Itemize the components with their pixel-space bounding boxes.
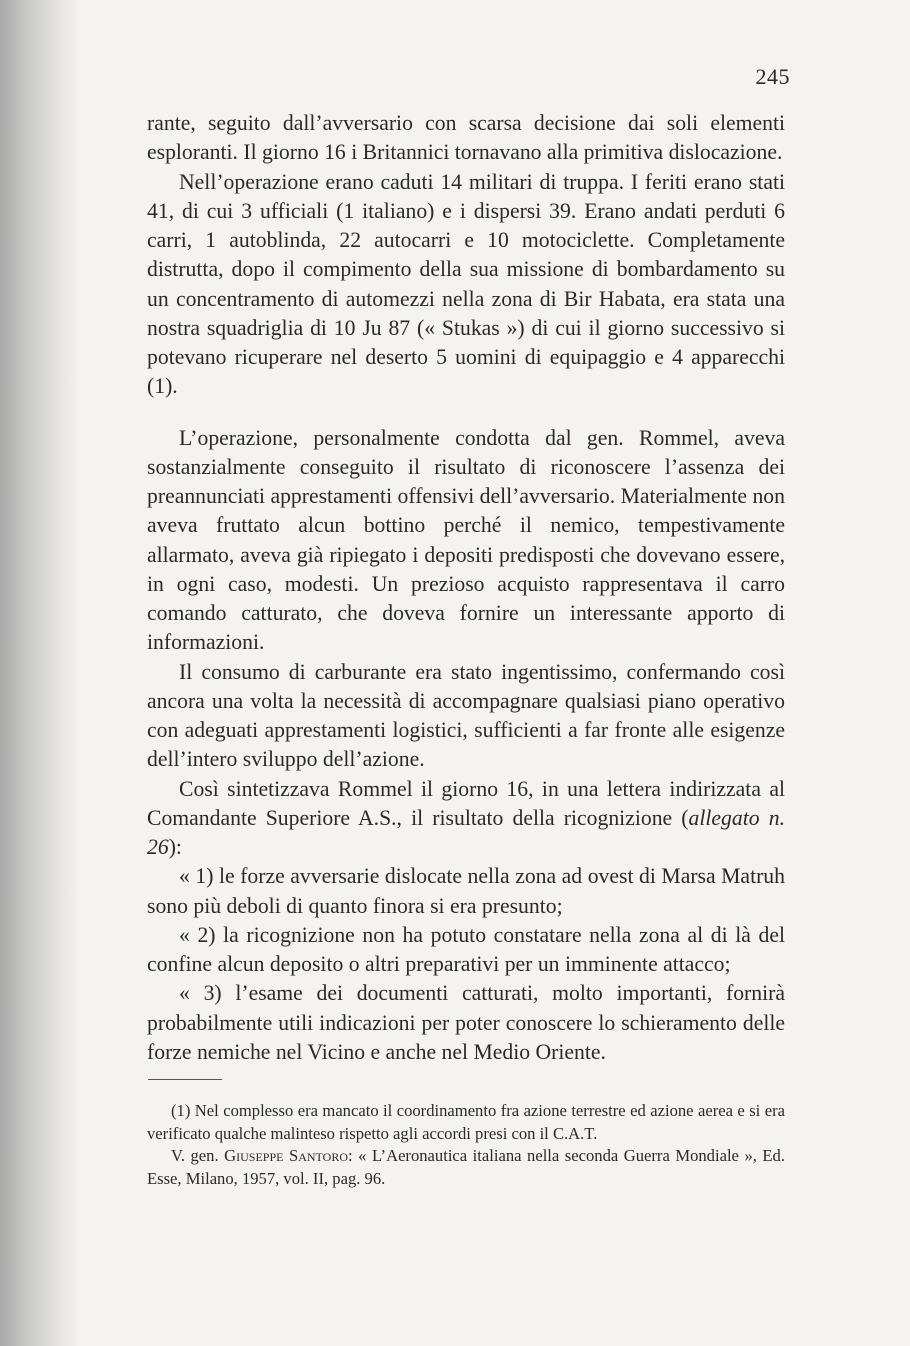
paragraph-2: Nell’operazione erano caduti 14 militari di truppa. I feriti erano stati 41, di cui 3 ufficiali (1 italiano) e i dispersi 39. Erano andati perduti 6 carri, 1 autoblinda, 22 autocarri e 10 motociclette. Completamente distrutta, dopo il compimento della sua missione di bombardamento su un concentramento di automezzi nella zona di Bir Habata, era stata una nostra squadriglia di 10 Ju 87 (« Stukas ») di cui il giorno successivo si potevano ricuperare nel deserto 5 uomini di equipaggio e 4 apparecchi (1). xyxy=(147,169,785,399)
reference-details: : « L’Aeronautica italiana nella seconda Guerra Mondiale », Ed. Esse, Milano, 1957, vol. II, pag. 96. xyxy=(147,1146,785,1188)
paragraph-3: L’operazione, personalmente condotta dal gen. Rommel, aveva sostanzialmente conseguito il risultato di riconoscere l’assenza dei preannunciati apprestamenti offensivi dell’avversario. Materialmente non aveva fruttato alcun bottino perché il nemico, tempestivamente allarmato, aveva già ripiegato i depositi predisposti che dovevano essere, in ogni caso, modesti. Un prezioso acquisto rappresentava il carro comando catturato, che doveva fornire un interessante apporto di informazioni. xyxy=(147,425,785,655)
scan-binding-shadow xyxy=(0,0,80,1346)
page-number: 245 xyxy=(755,64,790,89)
reference-prefix: V. gen. xyxy=(171,1146,225,1165)
quote-item-1: « 1) le forze avversarie dislocate nella zona ad ovest di Marsa Matruh sono più deboli di quanto finora si era presunto; xyxy=(147,864,785,918)
footnote-separator xyxy=(148,1079,222,1080)
paragraph-4: Il consumo di carburante era stato ingentissimo, confermando così ancora una volta la necessità di accompagnare qualsiasi piano operativo con adeguati apprestamenti logistici, sufficienti a far fronte alle esigenze dell’intero sviluppo dell’azione. xyxy=(147,659,785,772)
paragraph-5 xyxy=(147,775,785,863)
paragraph-1: rante, seguito dall’avversario con scarsa decisione dai soli elementi esploranti. Il giorno 16 i Britannici tornavano alla primitiva dislocazione. xyxy=(147,111,785,165)
paragraph-5-end: ): xyxy=(168,835,182,859)
quote-item-2: « 2) la ricognizione non ha potuto constatare nella zona al di là del confine alcun deposito o altri preparativi per un imminente attacco; xyxy=(147,922,785,976)
annex-reference: allegato n. 26 xyxy=(147,805,785,859)
reference-author: Giuseppe Santoro xyxy=(224,1146,348,1165)
footnote-reference xyxy=(147,1145,785,1190)
paragraph-5-text: Così sintetizzava Rommel il giorno 16, in una lettera indirizzata al Comandante Superiore A.S., il risultato della ricognizione ( xyxy=(147,776,785,830)
footnotes xyxy=(147,1100,785,1190)
footnote-1: (1) Nel complesso era mancato il coordinamento fra azione terrestre ed azione aerea e si era verificato qualche malinteso rispetto agli accordi presi con il C.A.T. xyxy=(147,1101,785,1143)
body-text xyxy=(147,109,785,1067)
quote-item-3: « 3) l’esame dei documenti catturati, molto importanti, fornirà probabilmente utili indicazioni per poter conoscere lo schieramento delle forze nemiche nel Vicino e anche nel Medio Oriente. xyxy=(147,981,785,1064)
